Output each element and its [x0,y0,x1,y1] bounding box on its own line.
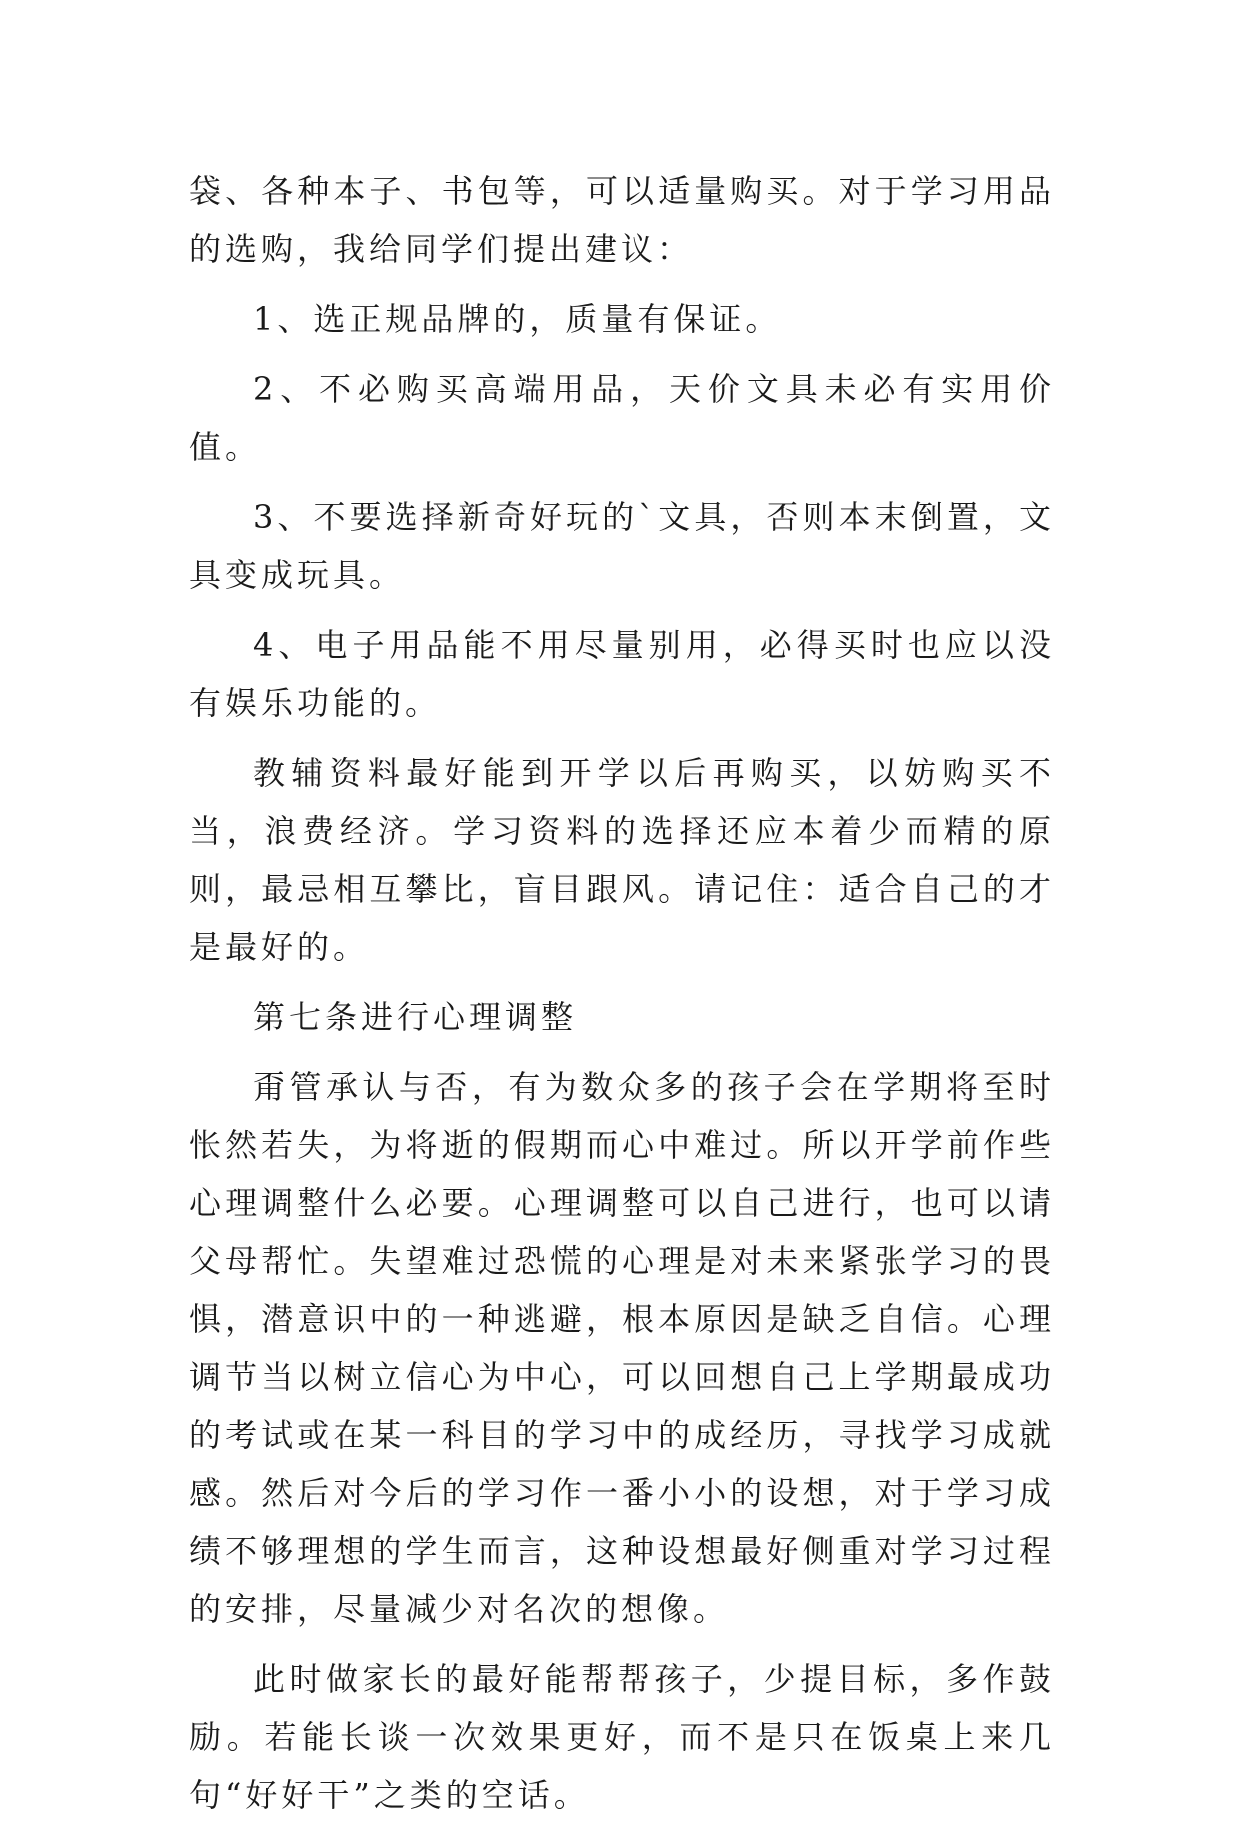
paragraph-parents-advice: 此时做家长的最好能帮帮孩子，少提目标，多作鼓励。若能长谈一次效果更好，而不是只在饭桌上来几句“好好干”之类的空话。 [189,1660,1055,1814]
paragraph-teaching-materials: 教辅资料最好能到开学以后再购买，以妨购买不当，浪费经济。学习资料的选择还应本着少而精的原则，最忌相互攀比，盲目跟风。请记住：适合自己的才是最好的。 [189,754,1055,966]
paragraph-continuation: 袋、各种本子、书包等，可以适量购买。对于学习用品的选购，我给同学们提出建议： [189,172,1055,268]
list-item-1: 1、选正规品牌的，质量有保证。 [253,300,782,338]
paragraph-psychological-adjustment: 甭管承认与否，有为数众多的孩子会在学期将至时怅然若失，为将逝的假期而心中难过。所以开学前作些心理调整什么必要。心理调整可以自己进行，也可以请父母帮忙。失望难过恐慌的心理是对未来紧张学习的畏惧，潜意识中的一种逃避，根本原因是缺乏自信。心理调节当以树立信心为中心，可以回想自己上学期最成功的考试或在某一科目的学习中的成经历，寻找学习成就感。然后对今后的学习作一番小小的设想，对于学习成绩不够理想的学生而言，这种设想最好侧重对学习过程的安排，尽量减少对名次的想像。 [189,1068,1055,1628]
list-item-4: 4、电子用品能不用尽量别用，必得买时也应以没有娱乐功能的。 [189,626,1055,722]
section-heading: 第七条进行心理调整 [253,998,578,1036]
document-body [189,162,1055,1824]
list-item-3: 3、不要选择新奇好玩的`文具，否则本末倒置，文具变成玩具。 [189,498,1055,594]
list-item-2: 2、不必购买高端用品，天价文具未必有实用价值。 [189,370,1055,466]
